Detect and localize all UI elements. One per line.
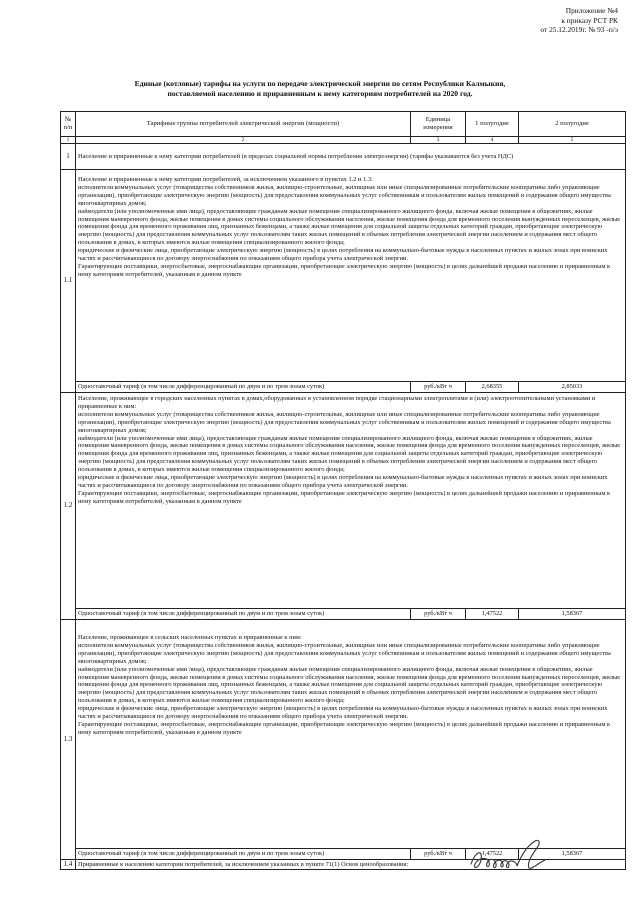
table-row: [61, 170, 626, 382]
row-description: Население, проживающее в сельских населенных пунктах и приравненные к ним: исполнители коммунальных услуг (товарищества собственников жилья, жилищно-строительные, жилищные или иные специализированные потребительские кооперативы либо управляющие организации), приобретающие электрическую энергию (мощность) для предоставления коммунальных услуг собственникам и пользователям жилых помещений и содержания общего имущества многоквартирных домов; наймодатели (или уполномоченные ими лица), предоставляющие гражданам жилые помещения специализированного жилищного фонда, включая жилые помещения в общежитиях, жилые помещения маневренного фонда, жилые помещения в домах системы социального обслуживания населения, жилые помещения фонда для временного поселения вынужденных переселенцев, жилые помещения фонда для временного проживания лиц, признанных беженцами, а также жилые помещения для социальной защиты отдельных категорий граждан, приобретающие электрическую энергию (мощность) для предоставления коммунальных услуг пользователям таких жилых помещений в объемах потребления электрической энергии населением и содержания мест общего пользования в домах, в которых имеются жилые помещения специализированного жилого фонда; юридические и физические лица, приобретающие электрическую энергию (мощность) в целях потребления на коммунально-бытовые нужды в населенных пунктах и жилых зонах при воинских частях и рассчитывающиеся по договору энергоснабжения по показаниям общего прибора учета электрической энергии. Гарантирующие поставщики, энергосбытовые, энергоснабжающие организации, приобретающие электрическую энергию (мощность) в целях дальнейшей продажи населению и приравненным к нему категориям потребителей, указанным в данном пункте: [76, 620, 626, 849]
header-half-1: 1 полугодие: [466, 112, 519, 137]
row-number: 1.1: [61, 170, 76, 393]
appendix-line-2: к приказу РСТ РК: [561, 15, 618, 25]
tariff-label: Одноставочный тариф (в том числе дифференцированный по двум и по трем зонам суток): [76, 382, 411, 393]
row-number: 1.3: [61, 620, 76, 860]
title-line-2: поставляемой населению и приравненным к нему категориям потребителей на 2020 год.: [167, 89, 473, 98]
row-number: 1: [61, 144, 76, 170]
index-cell: 3: [411, 137, 466, 144]
index-cell: 1: [61, 137, 76, 144]
row-description: Население, проживающее в городских населенных пунктах в домах,оборудованных в установленном порядке стационарными электроплитами и (или) электроотопительными установками и приравненные к ним: исполнители коммунальных услуг (товарищества собственников жилья, жилищно-строительные, жилищные или иные специализированные потребительские кооперативы либо управляющие организации), приобретающие электрическую энергию (мощность) для предоставления коммунальных услуг собственникам и пользователям жилых помещений и содержания общего имущества многоквартирных домов; наймодатели (или уполномоченные ими лица), предоставляющие гражданам жилые помещения специализированного жилищного фонда, включая жилые помещения в общежитиях, жилые помещения маневренного фонда, жилые помещения в домах системы социального обслуживания населения, жилые помещения фонда для временного поселения вынужденных переселенцев, жилые помещения фонда для временного проживания лиц, признанных беженцами, а также жилые помещения для социальной защиты отдельных категорий граждан, приобретающие электрическую энергию (мощность) для предоставления коммунальных услуг пользователям таких жилых помещений в объемах потребления электрической энергии населением и содержания мест общего пользования в домах, в которых имеются жилые помещения специализированного жилого фонда; юридические и физические лица, приобретающие электрическую энергию (мощность) в целях потребления на коммунально-бытовые нужды в населенных пунктах и жилых зонах при воинских частях и рассчитывающиеся по договору энергоснабжения по показаниям общего прибора учета электрической энергии. Гарантирующие поставщики, энергосбытовые, энергоснабжающие организации, приобретающие электрическую энергию (мощность) в целях дальнейшей продажи населению и приравненным к нему категориям потребителей, указанным в данном пункте: [76, 393, 626, 609]
appendix-line-3: от 25.12.2019г. № 93 -п/э: [540, 25, 618, 34]
appendix-line-1: Приложение №4: [565, 6, 618, 15]
tariff-label: Одноставочный тариф (в том числе дифференцированный по двум и по трем зонам суток): [76, 849, 411, 860]
signature-image: [465, 838, 555, 878]
header-row: [61, 112, 626, 137]
table-row: [61, 144, 626, 170]
header-num: № п/п: [61, 112, 76, 137]
index-cell: 4: [466, 137, 519, 144]
title-line-1: Единые (котловые) тарифы на услуги по передаче электрической энергии по сетям Республики Калмыкия,: [134, 79, 506, 88]
row-description: Население и приравненные к нему категории потребителей, за исключением указанного в пунктах 1.2 и 1.3: исполнители коммунальных услуг (товарищества собственников жилья, жилищно-строительные, жилищные или иные специализированные потребительские кооперативы либо управляющие организации), приобретающие электрическую энергию (мощность) для предоставления коммунальных услуг собственникам и пользователям жилых помещений и содержания общего имущества многоквартирных домов; наймодатели (или уполномоченные ими лица), предоставляющие гражданам жилые помещения специализированного жилищного фонда, включая жилые помещения в общежитиях, жилые помещения маневренного фонда, жилые помещения в домах системы социального обслуживания населения, жилые помещения фонда для временного поселения вынужденных переселенцев, жилые помещения фонда для временного проживания лиц, признанных беженцами, а также жилые помещения для социальной защиты отдельных категорий граждан, приобретающие электрическую энергию (мощность) для предоставления коммунальных услуг пользователям таких жилых помещений в объемах потребления электрической энергии населением и содержания мест общего пользования в домах, в которых имеются жилые помещения специализированного жилого фонда; юридические и физические лица, приобретающие электрическую энергию (мощность) в целях потребления на коммунально-бытовые нужды в населенных пунктах и жилых зонах при воинских частях и рассчитывающиеся по договору энергоснабжения по показаниям общего прибора учета электрической энергии. Гарантирующие поставщики, энергосбытовые, энергоснабжающие организации, приобретающие электрическую энергию (мощность) в целях дальнейшей продажи населению и приравненным к нему категориям потребителей, указанным в данном пункте: [76, 170, 626, 382]
tariff-unit: руб./кВт ч: [411, 849, 466, 860]
row-number: 1.2: [61, 393, 76, 620]
index-row: [61, 137, 626, 144]
tariff-label: Одноставочный тариф (в том числе дифференцированный по двум и по трем зонам суток): [76, 609, 411, 620]
index-cell: 2: [76, 137, 411, 144]
header-half-2: 2 полугодие: [519, 112, 626, 137]
row-description: Приравненные к населению категории потребителей, за исключением указанных в пункте 71(1) Основ ценообразования:: [76, 860, 626, 870]
header-group: Тарифные группы потребителей электрической энергии (мощности): [76, 112, 411, 137]
tariff-row: [61, 609, 626, 620]
tariff-value-h1: 1,47522: [466, 609, 519, 620]
table-row: [61, 620, 626, 849]
table-row: [61, 393, 626, 609]
tariff-value-h1: 1,47522: [466, 849, 519, 860]
row-number: 1.4: [61, 860, 76, 870]
appendix-header: [540, 6, 618, 35]
row-description: Население и приравненные к нему категории потребителей (в пределах социальной нормы потребления электроэнергии) (тарифы указываются без учета НДС): [76, 144, 626, 170]
tariff-value-h2: 2,85033: [519, 382, 626, 393]
tariff-value-h1: 2,68355: [466, 382, 519, 393]
tariff-row: [61, 382, 626, 393]
index-cell: 5: [519, 137, 626, 144]
tariff-table: [60, 111, 626, 870]
header-unit: Единица измерения: [411, 112, 466, 137]
tariff-value-h2: 1,58367: [519, 849, 626, 860]
tariff-value-h2: 1,58367: [519, 609, 626, 620]
document-title: [60, 79, 580, 99]
tariff-unit: руб./кВт ч: [411, 382, 466, 393]
tariff-unit: руб./кВт ч: [411, 609, 466, 620]
